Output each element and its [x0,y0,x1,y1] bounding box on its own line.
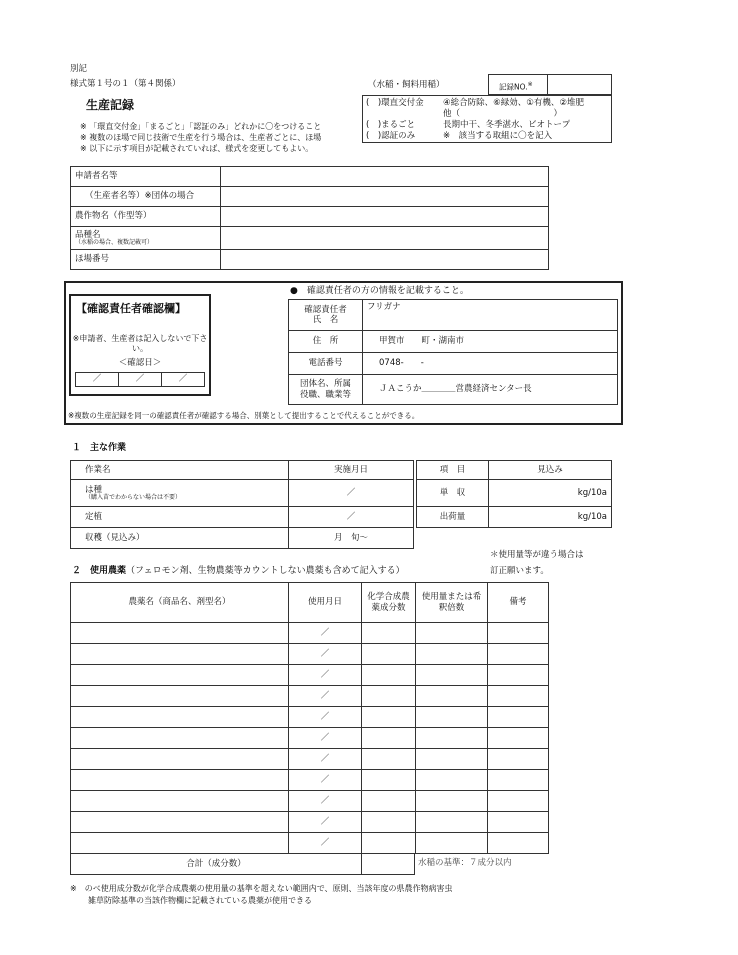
applicant-table [70,166,549,270]
variety-label: 品種名 [75,229,101,240]
pesticide-row [71,665,549,686]
expect-item: 出荷量 [417,507,489,528]
pesticide-remarks-cell[interactable] [488,812,549,833]
pesticide-col-components: 化学合成農薬成分数 [362,583,416,623]
option-marugoto: ( )まるごと [366,120,416,130]
note-1: ※ 「環直交付金」「まるごと」「認証のみ」どれかに〇をつけること [80,122,322,131]
pesticide-amount-cell[interactable] [416,791,488,812]
pesticide-amount-cell[interactable] [416,812,488,833]
pesticide-remarks-cell[interactable] [488,749,549,770]
pesticide-name-cell[interactable] [71,749,289,770]
record-no-label: 記録NO.※ [499,81,533,92]
correction-note-1: ＊使用量等が違う場合は [490,550,584,560]
option-other: 他（ ） [443,109,563,119]
pesticide-remarks-cell[interactable] [488,623,549,644]
field-row [71,250,549,270]
address-value[interactable]: 甲賀市 町・湖南市 [363,331,618,353]
phone-label: 電話番号 [289,353,363,375]
pesticide-date-cell[interactable]: ／ [289,686,362,707]
phone-value[interactable]: 0748- - [363,353,618,375]
pesticide-name-cell[interactable] [71,770,289,791]
pesticide-remarks-cell[interactable] [488,707,549,728]
crop-label: 農作物名（作型等） [71,207,221,227]
work-row [71,480,414,507]
work-header-row [71,461,414,480]
pesticide-date-cell[interactable]: ／ [289,749,362,770]
field-value[interactable] [221,250,549,270]
pesticide-row [71,812,549,833]
organization-value[interactable]: ＪＡこうか＿＿＿＿営農経済センター長 [363,375,618,405]
expect-unit[interactable]: kg/10a [489,480,612,507]
pesticide-name-cell[interactable] [71,812,289,833]
pesticide-components-cell[interactable] [362,644,416,665]
pesticide-components-cell[interactable] [362,770,416,791]
pesticide-components-cell[interactable] [362,686,416,707]
confirmer-name-value[interactable]: フリガナ [363,300,618,331]
confirm-heading: 【確認責任者確認欄】 [76,302,186,315]
crop-value[interactable] [221,207,549,227]
variety-row [71,227,549,250]
pesticide-components-cell[interactable] [362,707,416,728]
date-year[interactable]: ／ [76,373,119,387]
work-name: は種 [85,484,103,495]
option-ninsho-detail: ※ 該当する取組に〇を記入 [443,131,553,141]
variety-value[interactable] [221,227,549,250]
pesticide-components-cell[interactable] [362,812,416,833]
pesticide-remarks-cell[interactable] [488,665,549,686]
pesticide-amount-cell[interactable] [416,749,488,770]
work-table [70,460,414,549]
confirm-date-table [75,372,205,387]
expect-col-item: 項 目 [417,461,489,480]
pesticide-amount-cell[interactable] [416,623,488,644]
producer-row [71,187,549,207]
pesticide-components-cell[interactable] [362,791,416,812]
pesticide-row [71,707,549,728]
pesticide-standard: 水稲の基準：７成分以内 [418,858,512,868]
work-col-date: 実施月日 [289,461,414,480]
pesticide-row [71,791,549,812]
option-kanchoku-detail: ④総合防除、⑥緑効、①有機、②堆肥 [443,98,584,108]
pesticide-header-row [71,583,549,623]
confirm-date-label: ＜確認日＞ [118,358,162,368]
pesticide-amount-cell[interactable] [416,707,488,728]
pesticide-date-cell[interactable]: ／ [289,707,362,728]
pesticide-name-cell[interactable] [71,833,289,854]
pesticide-remarks-cell[interactable] [488,728,549,749]
pesticide-amount-cell[interactable] [416,665,488,686]
pesticide-table [70,582,549,854]
pesticide-col-amount: 使用量または希釈倍数 [416,583,488,623]
pesticide-date-cell[interactable]: ／ [289,644,362,665]
pesticide-components-cell[interactable] [362,749,416,770]
work-row [71,507,414,528]
pesticide-row [71,686,549,707]
pesticide-row [71,728,549,749]
expect-unit[interactable]: kg/10a [489,507,612,528]
confirm-left-box [69,294,211,396]
pesticide-name-cell[interactable] [71,644,289,665]
expect-table [416,460,612,528]
pesticide-name-cell[interactable] [71,686,289,707]
pesticide-date-cell[interactable]: ／ [289,665,362,686]
betsuki-label: 別記 [70,64,88,74]
pesticide-section-title: ２ 使用農薬（フェロモン剤、生物農薬等カウントしない農薬も含めて記入する） [72,566,405,576]
pesticide-col-remarks: 備考 [488,583,549,623]
pesticide-row [71,749,549,770]
expect-col-value: 見込み [489,461,612,480]
work-name: 収穫（見込み） [71,528,289,549]
pesticide-remarks-cell[interactable] [488,686,549,707]
pesticide-name-cell[interactable] [71,665,289,686]
pesticide-col-date: 使用月日 [289,583,362,623]
date-day[interactable]: ／ [162,373,205,387]
form-number: 様式第１号の１（第４関係） [70,79,181,89]
option-kanchoku: ( )環直交付金 [366,98,424,108]
pesticide-date-cell[interactable]: ／ [289,728,362,749]
work-section-title: １ 主な作業 [72,443,127,453]
producer-label: （生産者名等）※団体の場合 [71,187,221,207]
work-name: 定植 [71,507,289,528]
pesticide-date-cell[interactable]: ／ [289,833,362,854]
pesticide-name-cell[interactable] [71,728,289,749]
pesticide-total-label: 合計（成分数） [71,854,362,875]
pesticide-amount-cell[interactable] [416,728,488,749]
correction-note-2: 訂正願います。 [490,566,549,576]
work-date[interactable]: ／ [289,480,414,507]
pesticide-col-name: 農薬名（商品名、剤型名） [71,583,289,623]
applicant-value[interactable] [221,167,549,187]
pesticide-date-cell[interactable]: ／ [289,623,362,644]
pesticide-row [71,644,549,665]
pesticide-date-cell[interactable]: ／ [289,770,362,791]
pesticide-date-cell[interactable]: ／ [289,812,362,833]
record-no-divider [547,75,548,95]
pesticide-row [71,623,549,644]
work-row [71,528,414,549]
footer-note-2: 雑草防除基準の当該作物欄に記載されている農薬が使用できる [88,896,312,905]
pesticide-remarks-cell[interactable] [488,791,549,812]
note-2: ※ 複数のほ場で同じ技術で生産を行う場合は、生産者ごとに、ほ場 [80,133,322,142]
record-no-box [488,74,612,95]
option-marugoto-detail: 長期中干、冬季湛水、ビオトープ [443,120,571,130]
pesticide-name-cell[interactable] [71,707,289,728]
crop-row [71,207,549,227]
variety-label-cell [71,227,221,250]
variety-sub: （水稲の場合、複数記載可） [75,238,154,246]
date-month[interactable]: ／ [119,373,162,387]
organization-label: 団体名、所属 役職、職業等 [289,375,363,405]
confirm-footnote: ※複数の生産記録を同一の確認責任者が確認する場合、別葉として提出することで代えることができる。 [68,411,420,420]
option-ninsho: ( )認証のみ [366,131,416,141]
pesticide-name-cell[interactable] [71,623,289,644]
pesticide-components-cell[interactable] [362,728,416,749]
pesticide-total-table [70,853,415,875]
work-sub: （購入苗でわからない場合は不要） [85,493,182,501]
work-date[interactable]: ／ [289,507,414,528]
address-label: 住 所 [289,331,363,353]
pesticide-date-cell[interactable]: ／ [289,791,362,812]
applicant-label: 申請者名等 [71,167,221,187]
pesticide-remarks-cell[interactable] [488,644,549,665]
confirm-note: ※申請者、生産者は記入しないで下さい。 [72,334,208,353]
pesticide-amount-cell[interactable] [416,770,488,791]
pesticide-amount-cell[interactable] [416,833,488,854]
pesticide-remarks-cell[interactable] [488,770,549,791]
pesticide-amount-cell[interactable] [416,644,488,665]
note-3: ※ 以下に示す項目が記載されていれば、様式を変更してもよい。 [80,144,314,153]
pesticide-components-cell[interactable] [362,833,416,854]
pesticide-remarks-cell[interactable] [488,833,549,854]
work-date[interactable]: 月 旬～ [289,528,414,549]
pesticide-amount-cell[interactable] [416,686,488,707]
field-label: ほ場番号 [71,250,221,270]
applicant-row [71,167,549,187]
confirmer-name-label: 確認責任者 氏 名 [289,300,363,331]
pesticide-components-cell[interactable] [362,623,416,644]
crop-type: （水稲・飼料用稲） [368,80,445,90]
pesticide-row [71,770,549,791]
pesticide-row [71,833,549,854]
page-title: 生産記録 [86,98,135,112]
producer-value[interactable] [221,187,549,207]
footer-note-1: ※ のべ使用成分数が化学合成農薬の使用量の基準を超えない範囲内で、原則、当該年度の県農作物病害虫 [70,884,453,893]
expect-item: 単 収 [417,480,489,507]
confirm-info-title: ● 確認責任者の方の情報を記載すること。 [290,286,469,296]
pesticide-components-cell[interactable] [362,665,416,686]
pesticide-name-cell[interactable] [71,791,289,812]
work-name-cell [71,480,289,507]
confirm-info-table [288,299,618,405]
pesticide-total-value[interactable] [362,854,415,875]
work-col-name: 作業名 [71,461,289,480]
program-options-box [362,95,612,143]
